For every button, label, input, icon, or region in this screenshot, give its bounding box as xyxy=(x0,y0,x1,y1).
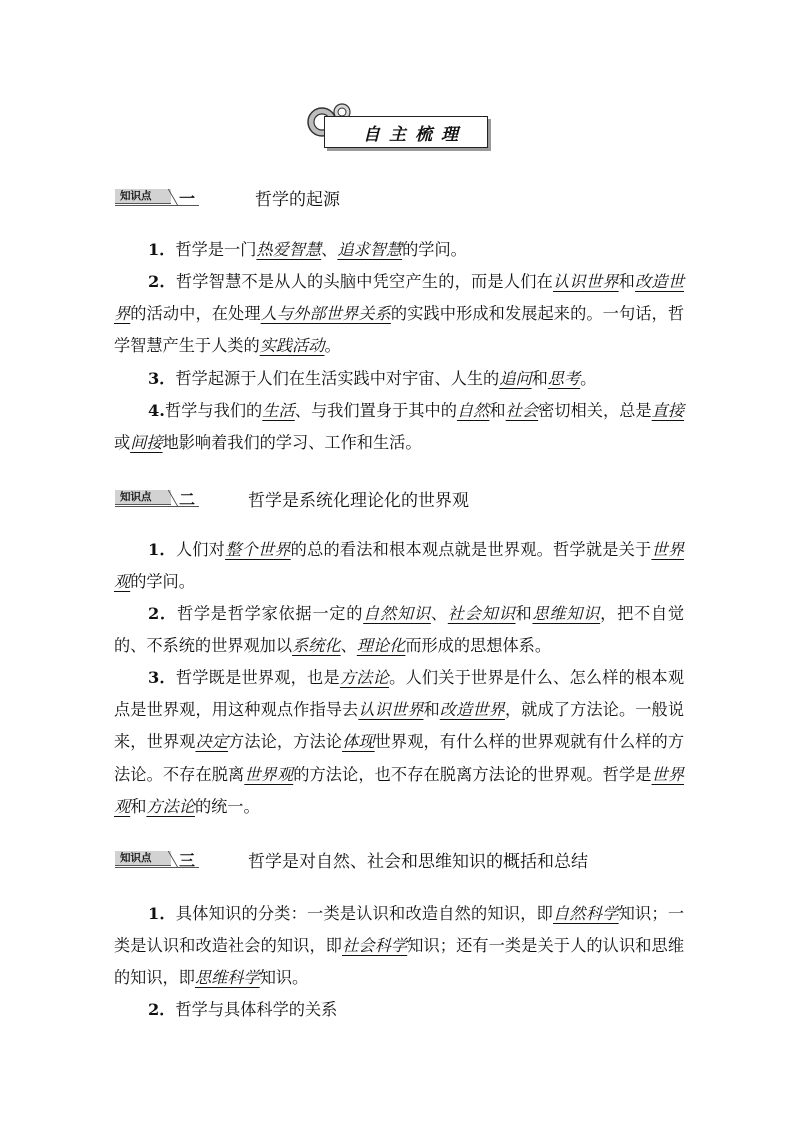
tag-label: 知识点 xyxy=(115,851,171,866)
text-segment: 或 xyxy=(114,433,131,453)
text-segment: 的学问。 xyxy=(130,572,195,592)
text-segment: 、与我们置身于其中的 xyxy=(294,401,457,420)
underlined-term: 间接 xyxy=(130,433,163,453)
text-segment: 、 xyxy=(430,604,448,623)
text-segment: ，把不自觉的、不系统的世界观加以 xyxy=(114,604,685,656)
text-segment: 具体知识的分类：一类是认识和改造自然的知识，即 xyxy=(175,904,554,923)
underlined-term: 方法论 xyxy=(339,668,390,687)
text-segment: 的统一。 xyxy=(194,796,260,816)
paragraph xyxy=(114,234,684,266)
underlined-term: 决定 xyxy=(195,732,229,752)
text-segment: 世界观，有什么样的世界观就有什么样的方法论。不存在脱离 xyxy=(114,732,685,784)
text-segment: 的实践中形成和发展起来的。一句话，哲学智慧产生于人类的 xyxy=(114,304,685,356)
text-segment: 哲学是哲学家依据一定的 xyxy=(176,604,364,623)
text-segment: 的活动中，在处理 xyxy=(130,304,261,324)
item-number: 1． xyxy=(148,904,176,923)
underlined-term: 生活 xyxy=(262,401,295,420)
paragraph xyxy=(114,598,684,662)
tag-number: 一 xyxy=(179,189,196,208)
underlined-term: 自然科学 xyxy=(553,904,619,923)
section-title: 哲学是系统化理论化的世界观 xyxy=(248,491,469,511)
underlined-term: 社会科学 xyxy=(342,936,408,956)
underlined-term: 理论化 xyxy=(356,636,406,656)
underlined-term: 自然知识 xyxy=(363,604,431,623)
text-segment: 哲学智慧不是从人的头脑中凭空产生的，而是人们在 xyxy=(175,272,554,291)
text-segment: 的总的看法和根本观点就是世界观。哲学就是关于 xyxy=(290,540,652,559)
underlined-term: 改造世界 xyxy=(439,700,505,720)
underlined-term: 社会 xyxy=(505,401,539,420)
tag-label: 知识点 xyxy=(115,189,171,204)
text-segment: 、 xyxy=(321,240,338,259)
tag-number: 二 xyxy=(179,490,196,509)
underlined-term: 世界观 xyxy=(244,764,294,784)
section-header-3 xyxy=(115,847,715,871)
text-segment: 方法论，方法论 xyxy=(228,732,343,752)
text-segment: 哲学与我们的 xyxy=(164,401,263,420)
underlined-term: 方法论 xyxy=(146,796,195,816)
item-number: 2． xyxy=(148,272,176,291)
item-number: 2． xyxy=(148,1000,176,1019)
knowledge-tag xyxy=(115,490,199,509)
text-segment: 哲学与具体科学的关系 xyxy=(175,1000,338,1019)
text-segment: 哲学起源于人们在生活实践中对宇宙、人生的 xyxy=(175,369,500,388)
text-segment: 地影响着我们的学习、工作和生活。 xyxy=(162,433,422,453)
text-segment: 和 xyxy=(130,796,147,816)
underlined-term: 追问 xyxy=(499,369,532,388)
paragraph xyxy=(114,363,684,395)
paragraph xyxy=(114,994,684,1026)
underlined-term: 人与外部世界关系 xyxy=(260,304,391,324)
text-segment: 、 xyxy=(340,636,357,656)
underlined-term: 改造世界 xyxy=(114,272,685,324)
underlined-term: 热爱智慧 xyxy=(256,240,322,259)
text-segment: 的方法论，也不存在脱离方法论的世界观。哲学是 xyxy=(293,764,652,784)
underlined-term: 认识世界 xyxy=(358,700,424,720)
item-number: 4. xyxy=(148,401,165,420)
underlined-term: 认识世界 xyxy=(553,272,619,291)
banner-title: 自主梳理 xyxy=(363,124,467,145)
underlined-term: 体现 xyxy=(342,732,375,752)
item-number: 3． xyxy=(148,369,176,388)
item-number: 1． xyxy=(148,540,176,559)
text-segment: 知识。 xyxy=(259,968,309,988)
text-segment: 哲学是一门 xyxy=(175,240,257,259)
item-number: 2． xyxy=(148,604,177,623)
section-title: 哲学的起源 xyxy=(255,190,340,210)
item-number: 3． xyxy=(148,668,176,687)
paragraph xyxy=(114,898,684,995)
text-segment: 知识；一类是认识和改造社会的知识，即 xyxy=(114,904,685,956)
text-segment: 和 xyxy=(515,604,533,623)
underlined-term: 世界观 xyxy=(114,540,685,592)
paragraph xyxy=(114,534,684,598)
item-number: 1． xyxy=(148,240,176,259)
section-header-1 xyxy=(115,185,715,209)
banner-box xyxy=(324,116,488,148)
text-segment: ，就成了方法论。一般说来，世界观 xyxy=(114,700,685,752)
section-header-2 xyxy=(115,486,715,510)
text-segment: 和 xyxy=(618,272,636,291)
underlined-term: 思考 xyxy=(547,369,581,388)
section-banner xyxy=(306,102,488,150)
underlined-term: 整个世界 xyxy=(225,540,291,559)
paragraph xyxy=(114,395,684,459)
text-segment: 人们对 xyxy=(175,540,226,559)
underlined-term: 自然 xyxy=(456,401,490,420)
paragraph xyxy=(114,266,684,363)
underlined-term: 追求智慧 xyxy=(337,240,403,259)
text-segment: 而形成的思想体系。 xyxy=(405,636,552,656)
underlined-term: 世界观 xyxy=(114,764,685,816)
text-segment: 。 xyxy=(324,336,341,356)
text-segment: 和 xyxy=(531,369,548,388)
underlined-term: 系统化 xyxy=(292,636,341,656)
knowledge-tag xyxy=(115,851,199,870)
text-segment: 。 xyxy=(580,369,597,388)
text-segment: 哲学既是世界观，也是 xyxy=(175,668,340,687)
text-segment: 和 xyxy=(423,700,440,720)
text-segment: 的学问。 xyxy=(402,240,467,259)
knowledge-tag xyxy=(115,189,199,208)
underlined-term: 思维知识 xyxy=(532,604,601,623)
underlined-term: 直接 xyxy=(651,401,685,420)
paragraph xyxy=(114,662,684,823)
text-segment: 和 xyxy=(489,401,506,420)
text-segment: 知识；还有一类是关于人的认识和思维的知识，即 xyxy=(114,936,685,988)
underlined-term: 社会知识 xyxy=(447,604,516,623)
tag-number: 三 xyxy=(179,851,196,870)
underlined-term: 实践活动 xyxy=(259,336,325,356)
text-segment: 密切相关，总是 xyxy=(538,401,652,420)
underlined-term: 思维科学 xyxy=(194,968,260,988)
tag-label: 知识点 xyxy=(115,490,171,505)
section-title: 哲学是对自然、社会和思维知识的概括和总结 xyxy=(248,852,588,872)
text-segment: 。人们关于世界是什么、怎么样的根本观点是世界观，用这种观点作指导去 xyxy=(114,668,685,720)
